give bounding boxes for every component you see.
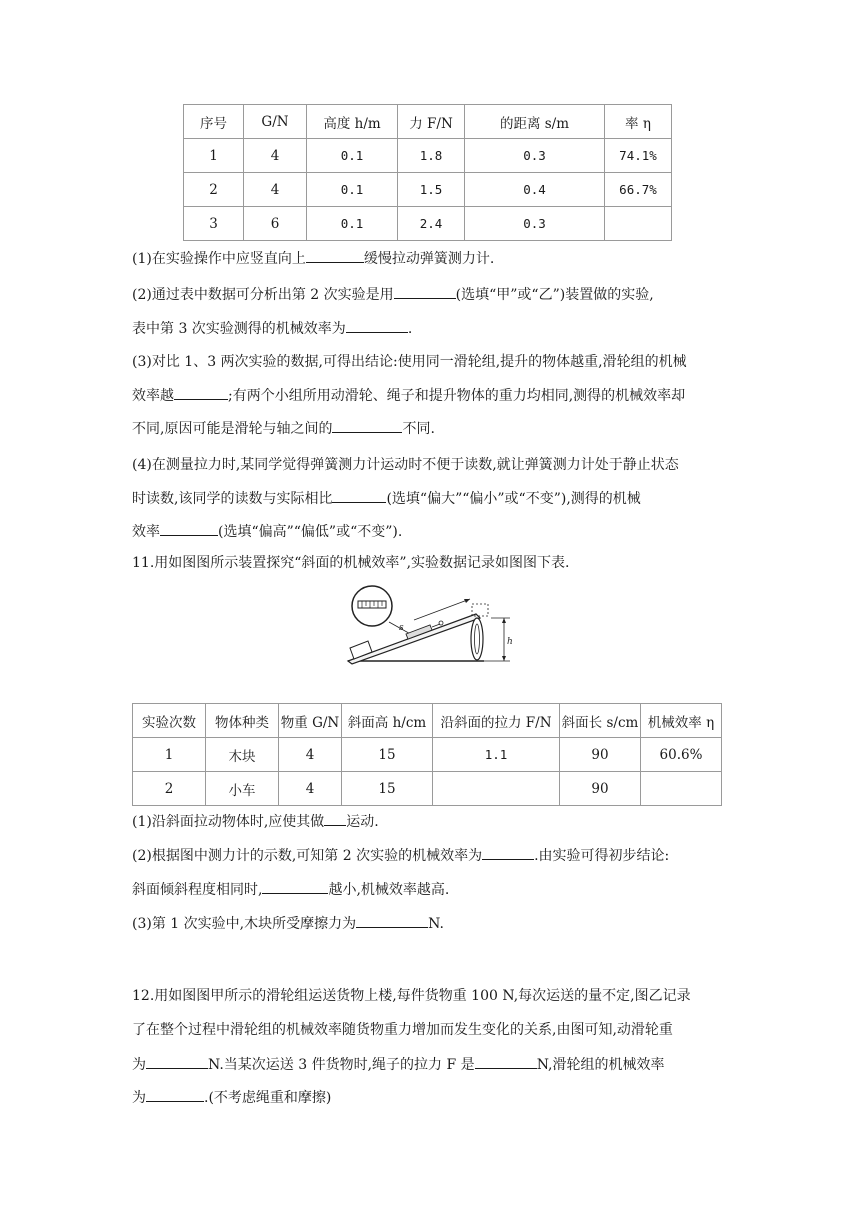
table-header-cell: 斜面长 s/cm — [560, 704, 641, 738]
text: 运动. — [346, 814, 379, 830]
table-header-cell: 的距离 s/m — [465, 105, 605, 139]
table-cell: 6 — [244, 207, 307, 241]
table-cell — [433, 772, 560, 806]
text: N. — [428, 916, 444, 932]
table-cell: 4 — [244, 139, 307, 173]
text: N,滑轮组的机械效率 — [536, 1057, 665, 1073]
text: (选填“甲”或“乙”)装置做的实验, — [455, 287, 654, 303]
text: 表中第 3 次实验测得的机械效率为 — [132, 321, 346, 337]
table-cell — [641, 772, 722, 806]
table-cell: 1.8 — [398, 139, 465, 173]
table-cell: 4 — [279, 738, 342, 772]
text: 越小,机械效率越高. — [328, 882, 450, 898]
text: 时读数,该同学的读数与实际相比 — [132, 491, 333, 507]
answer-blank — [346, 318, 408, 333]
table-header-cell: 物体种类 — [206, 704, 279, 738]
table-header-cell: 沿斜面的拉力 F/N — [433, 704, 560, 738]
table-cell: 1 — [184, 139, 244, 173]
label-s: s — [399, 623, 404, 633]
answer-blank — [356, 913, 428, 928]
pulley-data-table — [183, 104, 672, 241]
text: .由实验可得初步结论: — [534, 848, 670, 864]
table-row — [133, 738, 722, 772]
text: 为 — [132, 1090, 146, 1106]
q12-line-2: 了在整个过程中滑轮组的机械效率随货物重力增加而发生变化的关系,由图可知,动滑轮重 — [132, 1022, 673, 1038]
text: (选填“偏大”“偏小”或“不变”),测得的机械 — [386, 491, 641, 507]
table-cell: 4 — [244, 173, 307, 207]
table-cell: 60.6% — [641, 738, 722, 772]
q10-part-4-cont — [132, 488, 641, 509]
answer-blank — [174, 385, 228, 400]
q12-line-4 — [132, 1087, 331, 1108]
q10-part-2-cont — [132, 318, 412, 339]
table-header-row — [133, 704, 722, 738]
q11-part-1 — [132, 811, 379, 832]
text: 效率 — [132, 524, 160, 540]
table-cell: 0.3 — [465, 139, 605, 173]
q10-part-4-cont2 — [132, 521, 402, 542]
table-header-cell: G/N — [244, 105, 307, 139]
text: 不同. — [402, 421, 435, 437]
text: (3)第 1 次实验中,木块所受摩擦力为 — [132, 916, 357, 932]
incline-data-table — [132, 703, 722, 806]
table-cell: 0.4 — [465, 173, 605, 207]
text: 缓慢拉动弹簧测力计. — [363, 251, 495, 267]
table-cell: 1 — [133, 738, 206, 772]
table-cell: 90 — [560, 738, 641, 772]
text: N.当某次运送 3 件货物时,绳子的拉力 F 是 — [208, 1057, 475, 1073]
answer-blank — [146, 1054, 208, 1069]
q12-line-1: 12.用如图图甲所示的滑轮组运送货物上楼,每件货物重 100 N,每次运送的量不定,图乙记录 — [132, 988, 691, 1004]
answer-blank — [306, 248, 364, 263]
table-cell: 0.1 — [307, 207, 398, 241]
q11-intro: 11.用如图图所示装置探究“斜面的机械效率”,实验数据记录如图图下表. — [132, 555, 570, 571]
answer-blank — [262, 879, 328, 894]
table-cell: 66.7% — [605, 173, 672, 207]
q10-part-3-cont2 — [132, 418, 435, 439]
text: (2)根据图中测力计的示数,可知第 2 次实验的机械效率为 — [132, 848, 483, 864]
table-cell: 0.1 — [307, 173, 398, 207]
text: (4)在测量拉力时,某同学觉得弹簧测力计运动时不便于读数,就让弹簧测力计处于静止状态 — [132, 457, 679, 473]
table-cell: 0.3 — [465, 207, 605, 241]
table-header-cell: 率 η — [605, 105, 672, 139]
table-cell: 0.1 — [307, 139, 398, 173]
text: 效率越 — [132, 388, 174, 404]
text: ;有两个小组所用动滑轮、绳子和提升物体的重力均相同,测得的机械效率却 — [228, 388, 686, 404]
table-row — [184, 207, 672, 241]
q10-part-1 — [132, 248, 494, 269]
table-cell: 1.5 — [398, 173, 465, 207]
answer-blank — [324, 811, 346, 826]
q11-part-2-cont — [132, 879, 449, 900]
table-cell: 木块 — [206, 738, 279, 772]
answer-blank — [160, 521, 218, 536]
answer-blank — [394, 284, 456, 299]
text: 斜面倾斜程度相同时, — [132, 882, 263, 898]
table-cell: 小车 — [206, 772, 279, 806]
table-cell: 4 — [279, 772, 342, 806]
table-cell: 15 — [342, 738, 433, 772]
q11-part-3 — [132, 913, 444, 934]
table-header-row — [184, 105, 672, 139]
table-cell: 90 — [560, 772, 641, 806]
answer-blank — [332, 418, 402, 433]
answer-blank — [146, 1087, 204, 1102]
q10-part-3 — [132, 352, 687, 372]
text: (选填“偏高”“偏低”或“不变”). — [218, 524, 403, 540]
table-header-cell: 机械效率 η — [641, 704, 722, 738]
table-cell: 1.1 — [433, 738, 560, 772]
q10-part-2 — [132, 284, 654, 305]
table-header-cell: 斜面高 h/cm — [342, 704, 433, 738]
answer-blank — [332, 488, 386, 503]
q10-part-4 — [132, 455, 679, 475]
table-header-cell: 实验次数 — [133, 704, 206, 738]
q11-part-2 — [132, 845, 669, 866]
table-cell: 3 — [184, 207, 244, 241]
text: (1)在实验操作中应竖直向上 — [132, 251, 306, 267]
table-row — [133, 772, 722, 806]
incline-apparatus-figure — [344, 584, 516, 666]
answer-blank — [475, 1054, 537, 1069]
text: . — [407, 321, 413, 337]
table-cell: 2 — [184, 173, 244, 207]
text: (2)通过表中数据可分析出第 2 次实验是用 — [132, 287, 394, 303]
q12-line-3 — [132, 1054, 665, 1075]
table-header-cell: 力 F/N — [398, 105, 465, 139]
q10-part-3-cont — [132, 385, 685, 406]
text: 不同,原因可能是滑轮与轴之间的 — [132, 421, 333, 437]
table-cell — [605, 207, 672, 241]
table-header-cell: 序号 — [184, 105, 244, 139]
table-row — [184, 139, 672, 173]
text: (3)对比 1、3 两次实验的数据,可得出结论:使用同一滑轮组,提升的物体越重,滑轮组的机械 — [132, 354, 687, 370]
text: (1)沿斜面拉动物体时,应使其做 — [132, 814, 325, 830]
table-cell: 2 — [133, 772, 206, 806]
table-cell: 15 — [342, 772, 433, 806]
table-cell: 2.4 — [398, 207, 465, 241]
text: 为 — [132, 1057, 146, 1073]
text: .(不考虑绳重和摩擦) — [204, 1090, 332, 1106]
answer-blank — [482, 845, 534, 860]
table-header-cell: 高度 h/m — [307, 105, 398, 139]
table-cell: 74.1% — [605, 139, 672, 173]
table-row — [184, 173, 672, 207]
label-h: h — [507, 637, 513, 647]
table-header-cell: 物重 G/N — [279, 704, 342, 738]
